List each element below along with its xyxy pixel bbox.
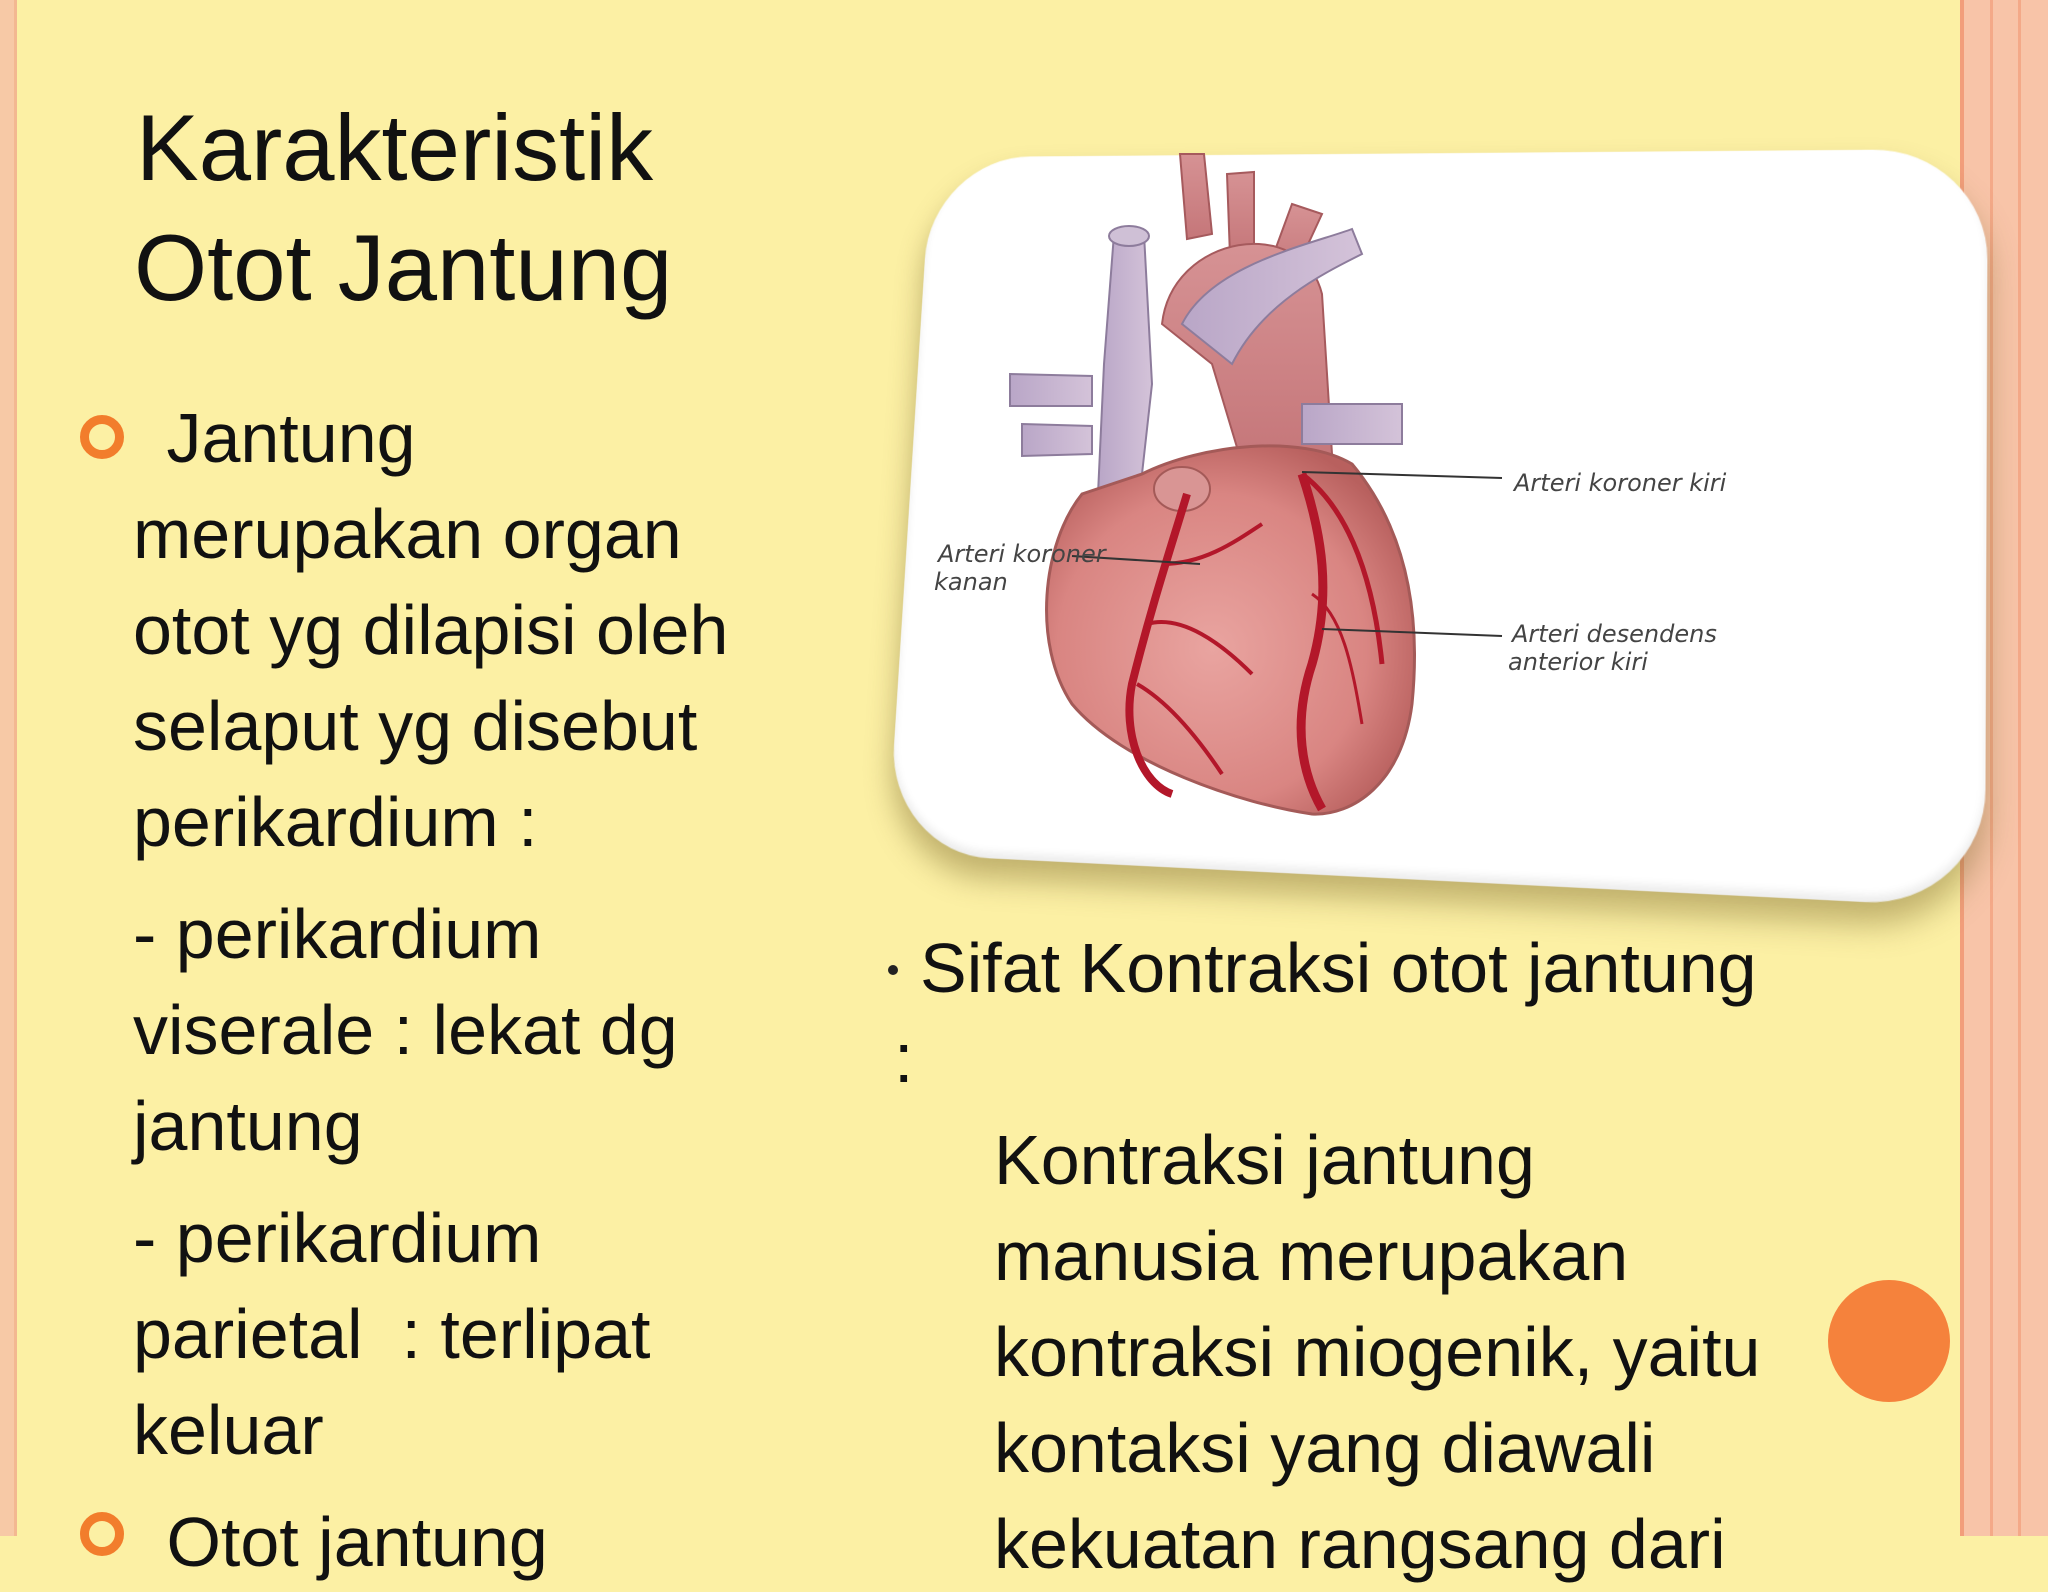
heading-colon: :	[894, 1019, 914, 1097]
sub-line: keluar	[133, 1391, 324, 1469]
title-line: Karakteristik	[136, 95, 654, 200]
bullet-paragraph-partial	[133, 1494, 853, 1590]
decorative-orange-circle	[1828, 1280, 1950, 1402]
title-line: Otot Jantung	[134, 215, 673, 320]
sub-line: - perikardium	[133, 1199, 542, 1277]
slide-title	[136, 88, 756, 328]
sub-paragraph-visceral	[133, 886, 853, 1174]
body-line: kekuatan rangsang dari	[994, 1505, 1726, 1583]
bullet-line: perikardium :	[133, 783, 538, 861]
bullet-line: Otot jantung	[147, 1503, 548, 1581]
right-border-line	[2018, 0, 2021, 1536]
heading-line	[888, 920, 1968, 1016]
sub-line: parietal : terlipat	[133, 1295, 651, 1373]
body-line: kontraksi miogenik, yaitu	[994, 1313, 1761, 1391]
dot-bullet-icon	[888, 965, 898, 975]
ring-bullet-icon	[80, 415, 124, 459]
right-heading	[888, 920, 1968, 1100]
body-line: Kontraksi jantung	[994, 1121, 1535, 1199]
left-border-stripe	[0, 0, 14, 1536]
bullet-paragraph	[133, 390, 853, 870]
heart-illustration	[882, 144, 1968, 874]
bullet-line: otot yg dilapisi oleh	[133, 591, 729, 669]
sub-line: jantung	[133, 1087, 363, 1165]
bullet-line: selaput yg disebut	[133, 687, 698, 765]
aortic-branch	[1180, 154, 1212, 239]
sub-line: - perikardium	[133, 895, 542, 973]
left-border-line	[14, 0, 17, 1536]
pulmonary-artery	[1302, 404, 1402, 444]
label-right-coronary: kanan	[934, 568, 1008, 596]
ring-bullet-icon	[80, 1512, 124, 1556]
body-line: manusia merupakan	[994, 1217, 1629, 1295]
left-text-block	[133, 390, 853, 1590]
sub-line: viserale : lekat dg	[133, 991, 678, 1069]
label-lad: anterior kiri	[1508, 648, 1648, 676]
heading-text: Sifat Kontraksi otot jantung	[920, 929, 1757, 1007]
pulmonary-vein	[1010, 374, 1092, 406]
label-left-coronary: Arteri koroner kiri	[1514, 469, 1727, 497]
right-body-text	[994, 1112, 1954, 1592]
label-right-coronary: Arteri koroner	[938, 540, 1106, 568]
sub-paragraph-parietal	[133, 1190, 853, 1478]
bullet-line: Jantung	[147, 399, 416, 477]
bullet-line: merupakan organ	[133, 495, 682, 573]
pulmonary-vein	[1022, 424, 1092, 456]
vena-cava	[1098, 234, 1152, 494]
label-lad: Arteri desendens	[1512, 620, 1717, 648]
body-line: kontaksi yang diawali	[994, 1409, 1656, 1487]
right-border-line	[1990, 0, 1993, 1536]
